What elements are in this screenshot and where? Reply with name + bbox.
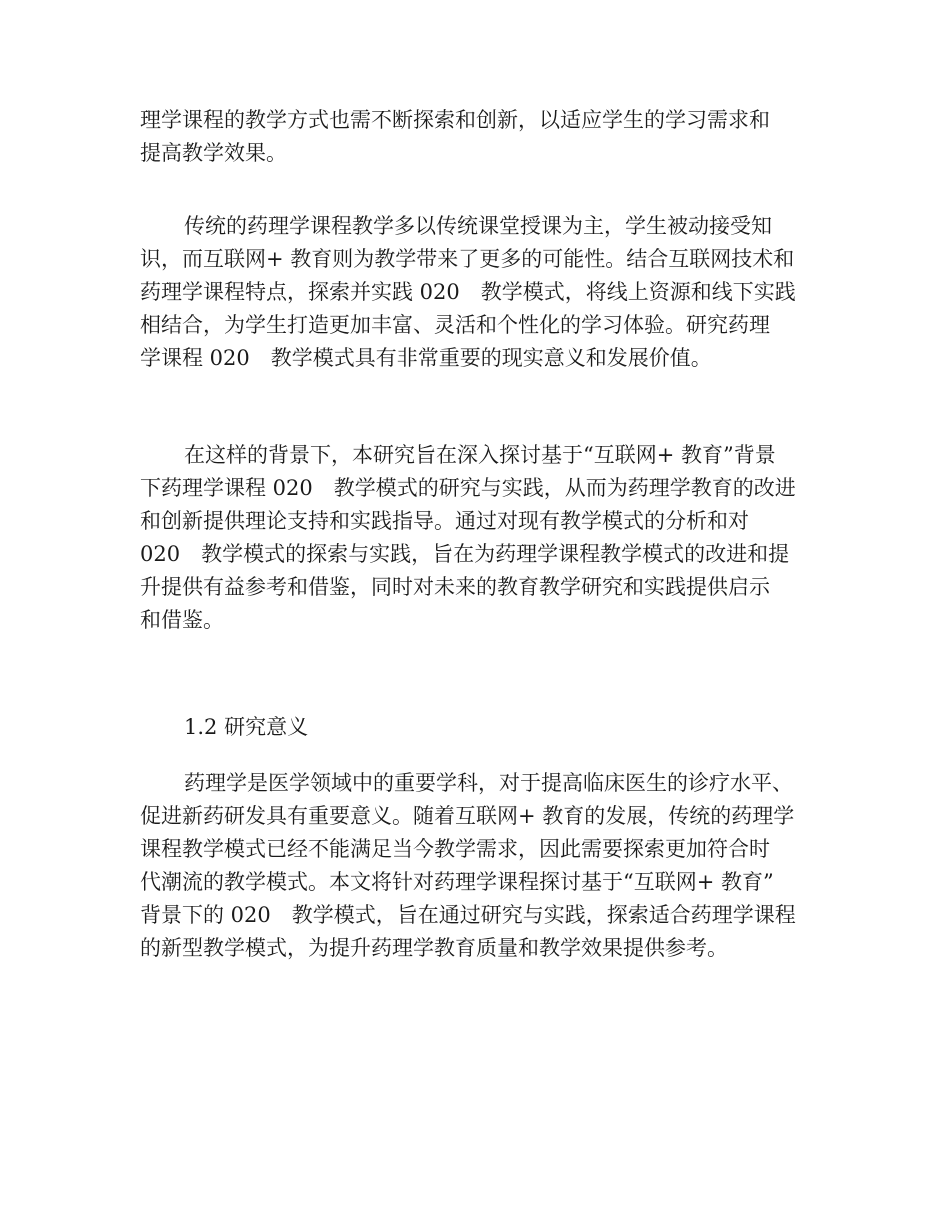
text-line: 促进新药研发具有重要意义。随着互联网+ 教育的发展，传统的药理学 (140, 804, 795, 828)
text-line: 药理学是医学领域中的重要学科，对于提高临床医生的诊疗水平、 (184, 771, 793, 795)
text-line: 的新型教学模式，为提升药理学教育质量和教学效果提供参考。 (140, 936, 728, 960)
text-line: 课程教学模式已经不能满足当今教学需求，因此需要探索更加符合时 (140, 837, 770, 861)
text-line: 和借鉴。 (140, 608, 224, 632)
section-heading-text: 1.2 研究意义 (184, 715, 309, 739)
text-line: 代潮流的教学模式。本文将针对药理学课程探讨基于“互联网+ 教育” (140, 870, 774, 894)
text-line: 背景下的 020 教学模式，旨在通过研究与实践，探索适合药理学课程 (140, 903, 796, 927)
text-line: 识，而互联网+ 教育则为教学带来了更多的可能性。结合互联网技术和 (140, 247, 795, 271)
text-line: 传统的药理学课程教学多以传统课堂授课为主，学生被动接受知 (184, 214, 772, 238)
paragraph-research-significance (140, 767, 830, 965)
text-line: 和创新提供理论支持和实践指导。通过对现有教学模式的分析和对 (140, 509, 749, 533)
paragraph-research-background (140, 439, 830, 637)
text-line: 学课程 020 教学模式具有非常重要的现实意义和发展价值。 (140, 346, 712, 370)
text-line: 提高教学效果。 (140, 141, 287, 165)
text-line: 理学课程的教学方式也需不断探索和创新，以适应学生的学习需求和 (140, 108, 770, 132)
text-line: 相结合，为学生打造更加丰富、灵活和个性化的学习体验。研究药理 (140, 313, 770, 337)
paragraph-continuation (140, 104, 830, 170)
text-line: 升提供有益参考和借鉴，同时对未来的教育教学研究和实践提供启示 (140, 575, 770, 599)
text-line: 020 教学模式的探索与实践，旨在为药理学课程教学模式的改进和提 (140, 542, 790, 566)
text-line: 下药理学课程 020 教学模式的研究与实践，从而为药理学教育的改进 (140, 476, 796, 500)
text-line: 药理学课程特点，探索并实践 020 教学模式，将线上资源和线下实践 (140, 280, 796, 304)
paragraph-traditional-teaching (140, 210, 830, 375)
text-line: 在这样的背景下，本研究旨在深入探讨基于“互联网+ 教育”背景 (184, 443, 776, 467)
section-heading (140, 711, 830, 744)
